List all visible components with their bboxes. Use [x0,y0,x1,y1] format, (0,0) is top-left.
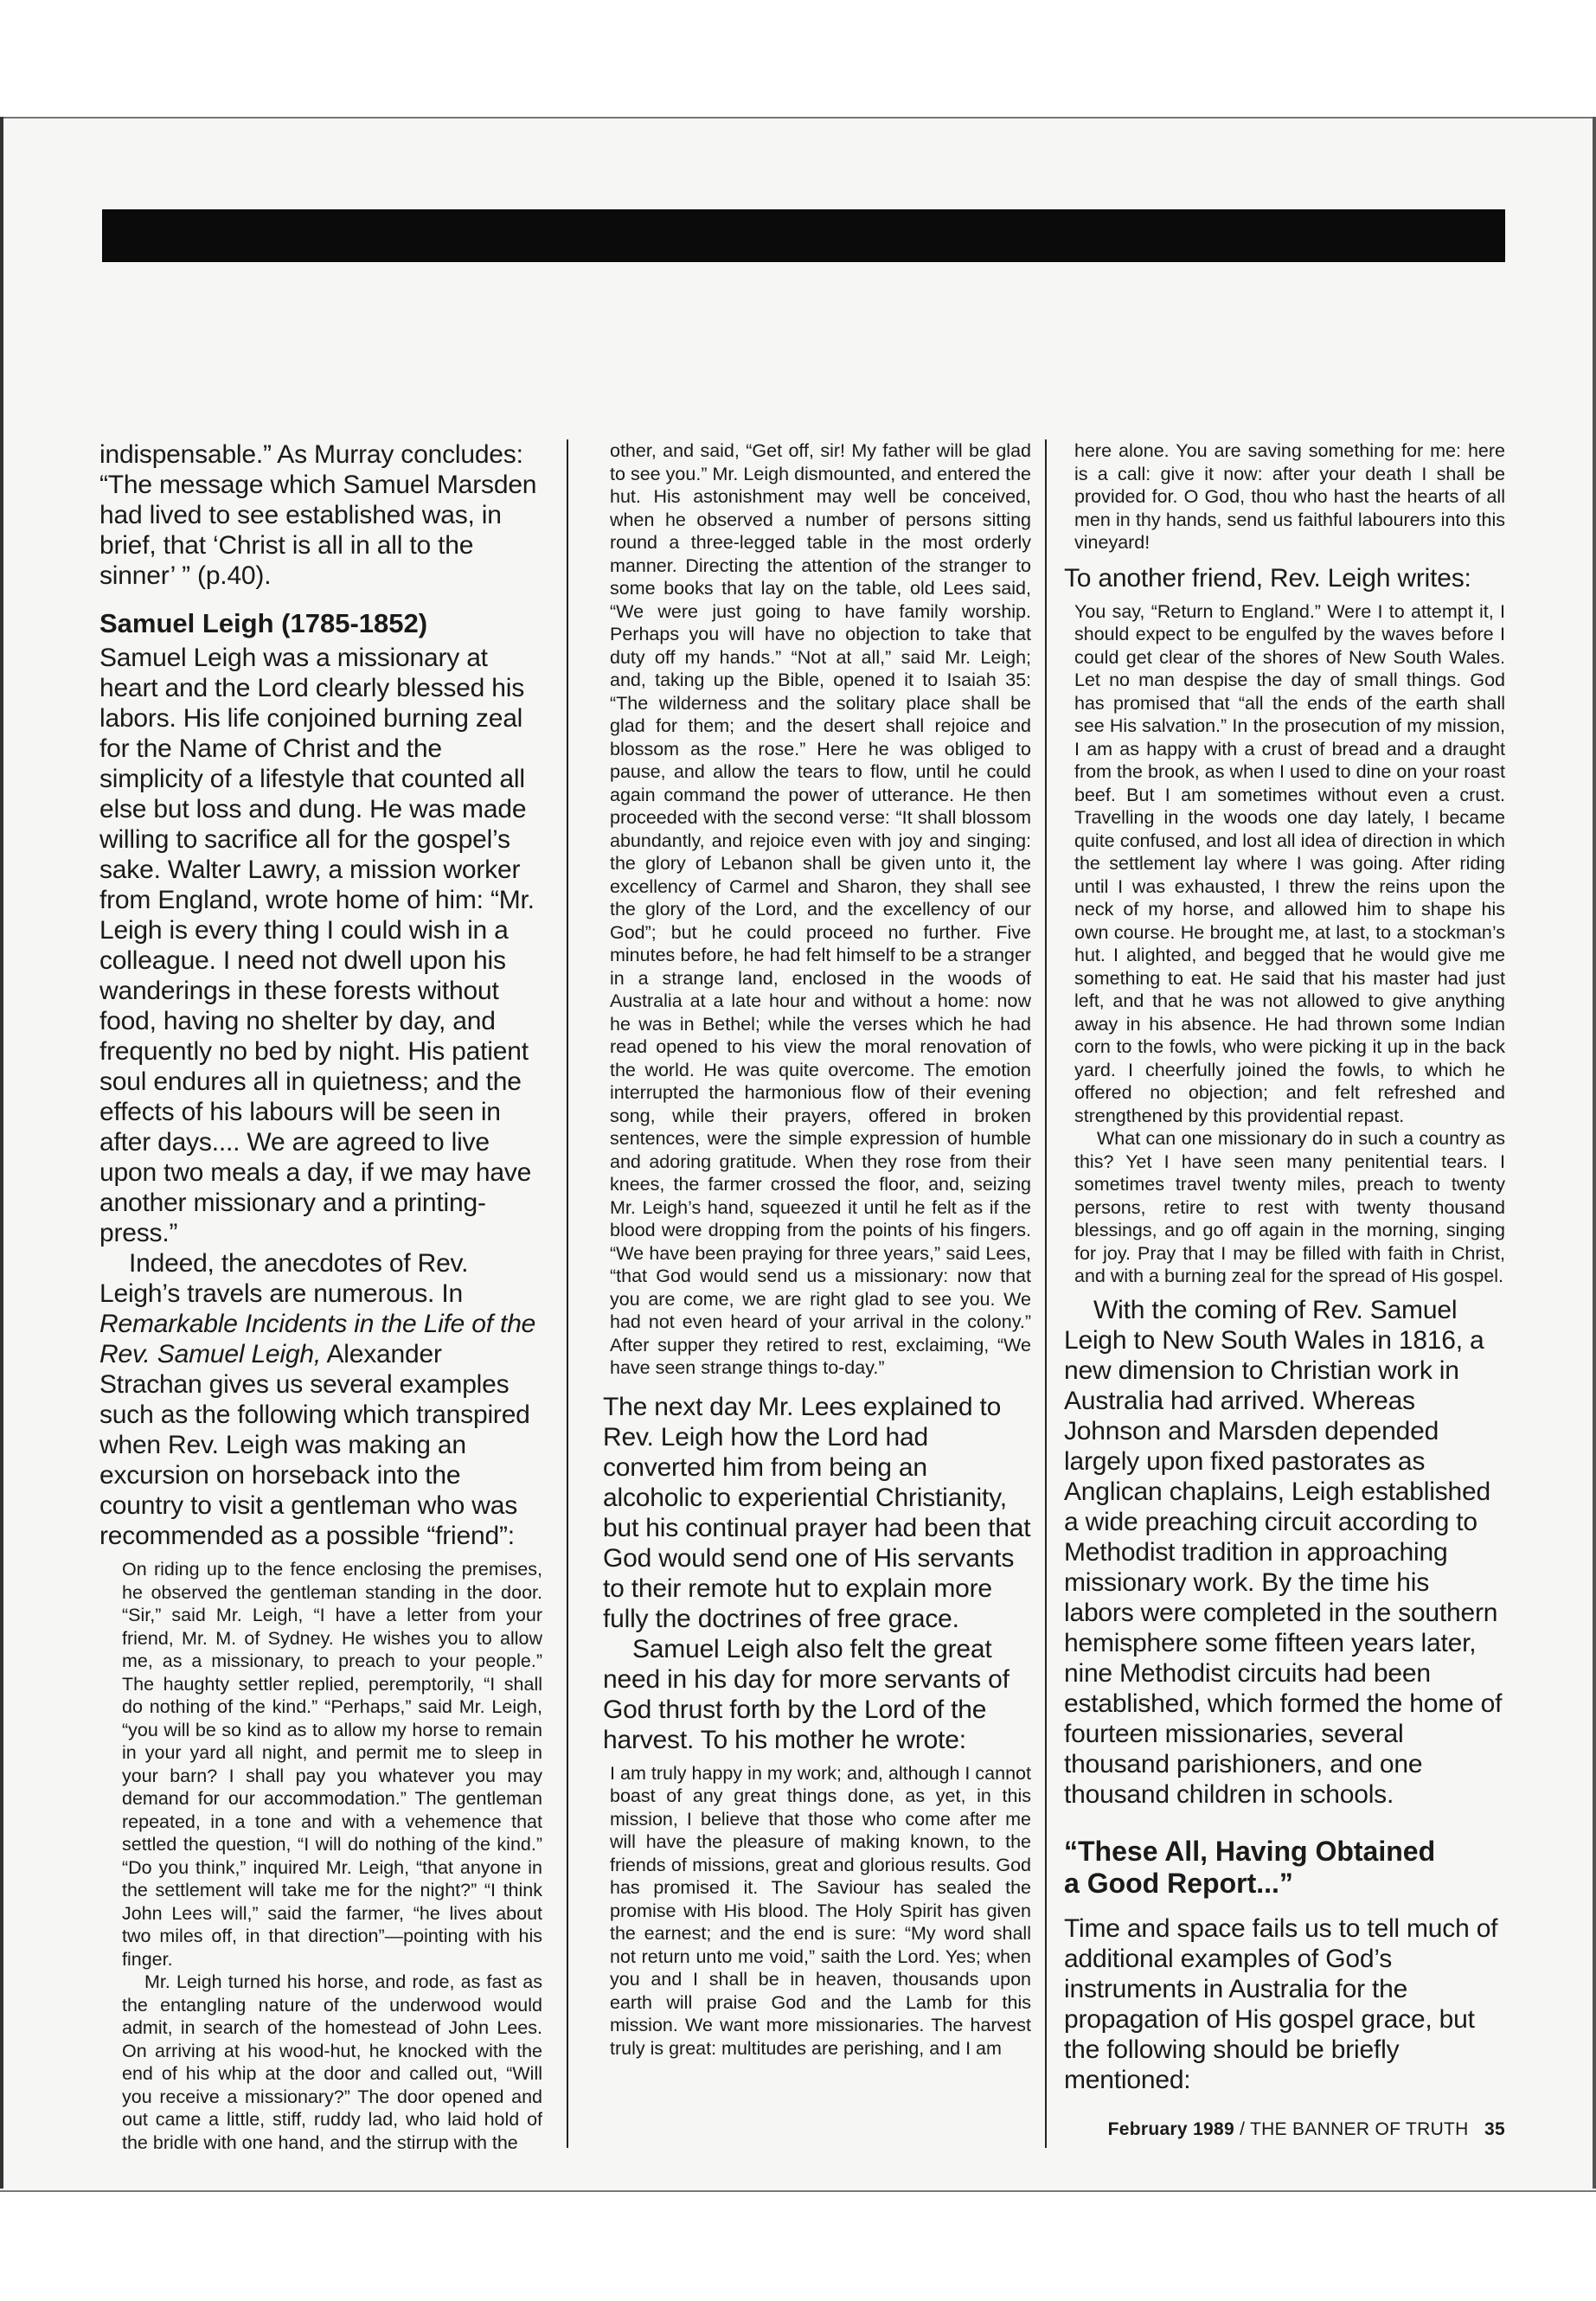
quote-paragraph: I am truly happy in my work; and, although I cannot boast of any great things done, as yet, in this mission, I believe that those who come after me will have the pleasure of making known, to the friends of missions, great and glorious results. God has promised it. The Saviour has sealed the promise with His blood. The Holy Spirit has given the earnest; and the end is sure: “My word shall not return unto me void,” saith the Lord. Yes; when you and I shall be in heaven, thousands upon earth will praise God and the Lamb for this mission. We want more missionaries. The harvest truly is great: multitudes are perishing, and I am [610,1762,1031,2059]
quote-paragraph: What can one missionary do in such a country as this? Yet I have seen many penitential tears. I sometimes travel twenty miles, preach to twenty persons, retire to rest with twenty thousand blessings, and go off again in the morning, singing for joy. Pray that I may be filled with faith in Christ, and with a burning zeal for the spread of His gospel. [1074,1128,1505,1286]
section-heading-good-report [1064,1836,1505,1900]
footer-publication: THE BANNER OF TRUTH [1249,2119,1469,2139]
paragraph: indispensable.” As Murray concludes: “The message which Samuel Marsden had lived to see established was, in brief, that ‘Christ is all in all to the sinner’ ” (p.40). [99,440,537,590]
header-bar [102,209,1505,262]
heading-line: “These All, Having Obtained [1064,1835,1436,1867]
column-3 [1064,439,1505,2152]
paragraph: Time and space fails us to tell much of additional examples of God’s instruments in Australia for the propagation of His gospel grace, but the following should be briefly mentioned: [1064,1913,1498,2094]
column-divider-1 [567,439,568,2148]
paragraph: With the coming of Rev. Samuel Leigh to New South Wales in 1816, a new dimension to Christian work in Australia had arrived. Whereas Johnson and Marsden depended largely upon fixed pastorates as Anglican chaplains, Leigh established a wide preaching circuit according to Methodist tradition in approaching missionary work. By the time his labors were completed in the southern hemisphere some fifteen years later, nine Methodist circuits had been established, which formed the home of fourteen missionaries, several thousand parishioners, and one thousand children in schools. [1064,1295,1503,1809]
quote-paragraph: On riding up to the fence enclosing the premises, he observed the gentleman standing in the door. “Sir,” said Mr. Leigh, “I have a letter from your friend, Mr. M. of Sydney. He wishes you to allow me, as a missionary, to preach to your people.” The haughty settler replied, peremptorily, “I shall do nothing of the kind.” “Perhaps,” said Mr. Leigh, “you will be so kind as to allow my horse to remain in your yard all night, and permit me to sleep in your barn? I shall pay you whatever you may demand for our accommodation.” The gentleman repeated, in a tone and with a vehemence that settled the question, “I will do nothing of the kind.” “Do you think,” inquired Mr. Leigh, “that anyone in the settlement will take me for the night?” “I think John Lees will,” said the farmer, “he lives about two miles off, in that direction”—pointing with his finger. [122,1559,542,1970]
quote-paragraph: You say, “Return to England.” Were I to attempt it, I should expect to be engulfed by the waves before I could get clear of the shores of New South Wales. Let no man despise the day of small things. God has promised that “all the ends of the earth shall see His salvation.” In the prosecution of my mission, I am as happy with a crust of bread and a draught from the brook, as when I used to dine on your roast beef. But I am sometimes without even a crust. Travelling in the woods one day lately, I became quite confused, and lost all idea of direction in which the settlement lay where I was going. After riding until I was exhausted, I threw the reins upon the neck of my horse, and allowed him to shape his own course. He brought me, at last, to a stockman’s hut. I alighted, and begged that he would give me something to eat. He said that his master had just left, and that he was not allowed to give anything away in his absence. He had thrown some Indian corn to the fowls, who were picking it up in the back yard. I cheerfully joined the fowls, to which he offered no objection; and felt refreshed and strengthened by this providential repast. [1074,600,1505,1126]
book-title: Remarkable Incidents in the Life of the Rev. Samuel Leigh, [99,1310,536,1368]
section-heading-samuel-leigh: Samuel Leigh (1785-1852) [99,608,428,638]
footer-date: February 1989 [1107,2119,1234,2139]
block-quote [1064,600,1505,1288]
text-run: Indeed, the anecdotes of Rev. Leigh’s travels are numerous. In [99,1249,469,1308]
heading-line: a Good Report...” [1064,1867,1293,1899]
page-footer [952,2119,1505,2140]
column-2 [603,439,1031,2152]
paragraph: To another friend, Rev. Leigh writes: [1064,563,1471,593]
text-run: Alexander Strachan gives us several examples such as the following which transpired when Rev. Leigh was making an excursion on horseback into the country to visit a gentleman who was recommended as a possible “friend”: [99,1340,530,1550]
paragraph [99,1248,542,1551]
block-quote [603,1762,1031,2061]
block-quote-continued: here alone. You are saving something for me: here is a call: give it now: after your death I shall be provided for. O God, thou who hast the hearts of all men in thy hands, send us faithful labourers into this vineyard! [1074,440,1505,553]
quote-paragraph: Mr. Leigh turned his horse, and rode, as fast as the entangling nature of the underwood would admit, in search of the homestead of John Lees. On arriving at his wood-hut, he knocked with the end of his whip at the door and called out, “Will you receive a missionary?” The door opened and out came a little, stiff, ruddy lad, who laid hold of the bridle with one hand, and the stirrup with the [122,1971,542,2152]
paragraph: Samuel Leigh was a missionary at heart and the Lord clearly blessed his labors. His life conjoined burning zeal for the Name of Christ and the simplicity of a lifestyle that counted all else but loss and dung. He was made willing to sacrifice all for the gospel’s sake. Walter Lawry, a mission worker from England, wrote home of him: “Mr. Leigh is every thing I could wish in a colleague. I need not dwell upon his wanderings in these forests without food, having no shelter by day, and frequently no bed by night. His patient soul endures all in quietness; and the effects of his labours will be seen in after days.... We are agreed to live upon two meals a day, if we may have another missionary and a printing-press.” [99,644,535,1247]
page-edge-right [1593,117,1596,2189]
block-quote [99,1558,542,2152]
footer-separator: / [1234,2119,1250,2139]
paragraph: The next day Mr. Lees explained to Rev. Leigh how the Lord had converted him from being an alcoholic to experiential Christianity, but his continual prayer had been that God would send one of His servants to their remote hut to explain more fully the doctrines of free grace. [603,1392,1031,1633]
column-divider-2 [1045,439,1047,2148]
page-edge-left [0,117,3,2189]
block-quote-continued: other, and said, “Get off, sir! My father will be glad to see you.” Mr. Leigh dismounted, and entered the hut. His astonishment may well be conceived, when he observed a number of persons sitting round a three-legged table in the most orderly manner. Directing the attention of the stranger to some books that lay on the table, old Lees said, “We were just going to have family worship. Perhaps you will have no objection to take that duty off my hands.” “Not at all,” said Mr. Leigh; and, taking up the Bible, opened it to Isaiah 35: “The wilderness and the solitary place shall be glad for them; and the desert shall rejoice and blossom as the rose.” Here he was obliged to pause, and allow the tears to flow, until he could again command the power of utterance. He then proceeded with the second verse: “It shall blossom abundantly, and rejoice even with joy and singing: the glory of Lebanon shall be given unto it, the excellency of Carmel and Sharon, they shall see the glory of the Lord, and the excellency of our God”; but he could proceed no further. Five minutes before, he had felt himself to be a stranger in a strange land, enclosed in the woods of Australia at a late hour and without a home: now he was in Bethel; while the verses which he had read opened to his view the moral renovation of the world. He was quite overcome. The emotion interrupted the harmonious flow of their evening song, while their prayers, offered in broken sentences, were the simple expression of humble and adoring gratitude. When they rose from their knees, the farmer crossed the floor, and, seizing Mr. Leigh’s hand, squeezed it until he felt as if the blood were dropping from the points of his fingers. “We have been praying for three years,” said Lees, “that God would send us a missionary: now that you are come, we are right glad to see you. We had not even heard of your arrival in the colony.” After supper they retired to rest, exclaiming, “We have seen strange things to-day.” [610,440,1031,1378]
paragraph: Samuel Leigh also felt the great need in his day for more servants of God thrust forth by the Lord of the harvest. To his mother he wrote: [603,1634,1010,1754]
column-1 [99,439,542,2152]
page-number: 35 [1484,2119,1505,2139]
